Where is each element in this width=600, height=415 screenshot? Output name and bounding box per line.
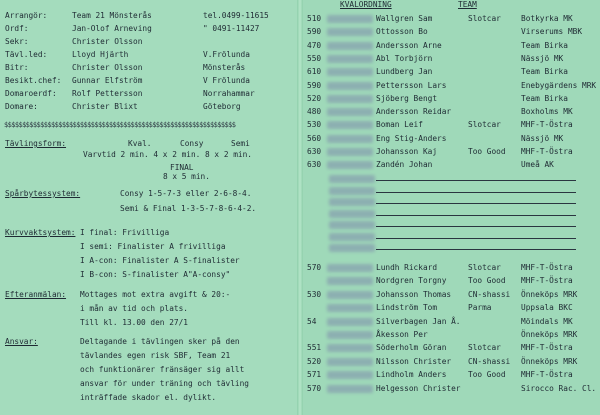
sparbyte-line-1: Consy 1-5-7-3 eller 2-6-8-4. <box>120 189 252 198</box>
entry-num: 590 <box>307 80 322 90</box>
entry-num: 570 <box>307 383 322 393</box>
redacted-mark <box>329 233 375 241</box>
blank-line <box>376 203 576 204</box>
entry-team: Virserums MBK <box>521 27 583 37</box>
official-role: Sekr: <box>5 37 29 46</box>
kurv-line-3: I A-con: Finalister A S-finalister <box>80 256 240 265</box>
tavlingsform-label: Tävlingsform: <box>5 139 67 148</box>
official-name: Gunnar Elfström <box>72 76 143 85</box>
efter-line-1: Mottages mot extra avgift & 20:- <box>80 290 231 299</box>
entry-num: 530 <box>307 289 322 299</box>
official-extra: tel.0499-11615 <box>203 11 269 20</box>
efter-line-2: i mån av tid och plats. <box>80 304 188 313</box>
redacted-mark <box>327 55 373 63</box>
redacted-mark <box>327 385 373 393</box>
official-role: Domaroerdf: <box>5 89 57 98</box>
redacted-mark <box>327 28 373 36</box>
entry-name: Johansson Kaj <box>376 147 438 156</box>
kurv-line-4: I B-con: S-finalister A"A-consy" <box>80 270 231 279</box>
official-name: Rolf Pettersson <box>72 89 143 98</box>
entry-num: 54 <box>307 316 317 326</box>
ansvar-line-1: Deltagande i tävlingen sker på den <box>80 337 240 346</box>
redacted-mark <box>327 161 373 169</box>
entry-name: Andersson Arne <box>376 40 442 50</box>
blank-line <box>376 215 576 216</box>
redacted-mark <box>327 42 373 50</box>
consy-head: Consy <box>180 139 204 148</box>
redacted-mark <box>327 95 373 103</box>
ansvar-line-5: inträffade skador el. dylikt. <box>80 393 217 402</box>
kurv-label: Kurvvaktsystem: <box>5 228 76 237</box>
redacted-mark <box>327 15 373 23</box>
official-role: Domare: <box>5 102 38 111</box>
redacted-mark <box>329 175 375 183</box>
entry-team: Umeå AK <box>521 160 554 170</box>
entry-num: 480 <box>307 107 322 117</box>
entry-team: Team Birka <box>521 40 568 50</box>
sparbyte-line-2: Semi & Final 1-3-5-7-8-6-4-2. <box>120 204 257 213</box>
ansvar-line-3: och funktionärer fränsäger sig allt <box>80 365 245 374</box>
entry-num: 520 <box>307 93 322 103</box>
entry-name: Helgesson Christer <box>376 383 461 393</box>
entry-name: Nilsson Christer <box>376 356 452 366</box>
entry-car: Slotcar <box>468 120 501 130</box>
entry-team: Möindals MK <box>521 316 573 326</box>
dollar-divider: $$$$$$$$$$$$$$$$$$$$$$$$$$$$$$$$$$$$$$$$$$$$$$$$$$$$$$$$$$$$$$$$ <box>4 121 236 129</box>
entry-name: Andersson Reidar <box>376 107 452 117</box>
entry-name: Nordgren Torgny <box>376 276 447 286</box>
blank-line <box>376 180 576 181</box>
entry-car: Parma <box>468 303 492 313</box>
entry-car: Slotcar <box>468 343 501 353</box>
blank-line <box>376 249 576 250</box>
official-role: Besikt.chef: <box>5 76 62 85</box>
entry-num: 551 <box>307 343 322 353</box>
redacted-mark <box>329 244 375 252</box>
official-extra: Mönsterås <box>203 63 246 72</box>
official-name: Christer Blixt <box>72 102 138 111</box>
final-head: FINAL <box>170 163 194 172</box>
entry-team: Team Birka <box>521 93 568 103</box>
redacted-mark <box>329 187 375 195</box>
ansvar-label: Ansvar: <box>5 337 38 346</box>
entry-num: 630 <box>307 160 322 170</box>
redacted-mark <box>327 371 373 379</box>
entry-num: 470 <box>307 40 322 50</box>
entry-team: MHF-T-Östra <box>521 263 573 272</box>
entry-team: Önneköps MRK <box>521 330 578 339</box>
varvtid-line: Varvtid 2 min. 4 x 2 min. 8 x 2 min. <box>83 150 252 159</box>
entry-name: Zandén Johan <box>376 160 433 170</box>
entry-num: 590 <box>307 27 322 37</box>
redacted-mark <box>327 291 373 299</box>
redacted-mark <box>329 221 375 229</box>
entry-car: Too Good <box>468 147 506 156</box>
redacted-mark <box>327 277 373 285</box>
official-role: Ordf: <box>5 24 29 33</box>
redacted-mark <box>327 121 373 129</box>
blank-line <box>376 238 576 239</box>
entry-car: Too Good <box>468 370 506 380</box>
entry-name: Lundh Rickard <box>376 263 438 272</box>
entry-num: 530 <box>307 120 322 130</box>
final-line: 8 x 5 min. <box>163 172 210 181</box>
redacted-mark <box>327 304 373 312</box>
entry-team: MHF-T-Östra <box>521 370 573 380</box>
official-name: Lloyd Hjärth <box>72 50 129 59</box>
entry-team: Team Birka <box>521 67 568 77</box>
semi-head: Semi <box>231 139 250 148</box>
official-extra: V Frölunda <box>203 76 250 85</box>
entry-num: 630 <box>307 147 322 156</box>
redacted-mark <box>327 318 373 326</box>
kurv-line-1: I final: Frivilliga <box>80 228 170 237</box>
entry-name: Abl Torbjörn <box>376 53 433 63</box>
entry-name: Lundberg Jan <box>376 67 433 77</box>
entry-team: Sirocco Rac. Cl. <box>521 383 597 393</box>
entry-name: Silverbagen Jan Å. <box>376 316 461 326</box>
efter-line-3: Till kl. 13.00 den 27/1 <box>80 318 188 327</box>
entry-car: Slotcar <box>468 263 501 272</box>
redacted-mark <box>327 82 373 90</box>
kurv-line-2: I semi: Finalister A frivilliga <box>80 242 226 251</box>
entry-team: MHF-T-Östra <box>521 276 573 286</box>
redacted-mark <box>329 198 375 206</box>
entry-team: Nässjö MK <box>521 133 564 143</box>
entry-name: Boman Leif <box>376 120 423 130</box>
entry-num: 571 <box>307 370 322 380</box>
official-name: Jan-Olof Arneving <box>72 24 152 33</box>
entry-car: Slotcar <box>468 14 501 23</box>
entry-name: Sjöberg Bengt <box>376 93 438 103</box>
blank-line <box>376 192 576 193</box>
entry-team: Enebygärdens MRK <box>521 80 597 90</box>
redacted-mark <box>327 358 373 366</box>
entry-car: CN-shassi <box>468 289 511 299</box>
entry-name: Åkesson Per <box>376 330 428 339</box>
official-extra: Göteborg <box>203 102 241 111</box>
official-role: Arrangör: <box>5 11 48 20</box>
entry-name: Ottosson Bo <box>376 27 428 37</box>
entry-team: Uppsala BKC <box>521 303 573 313</box>
efter-label: Efteranmälan: <box>5 290 67 299</box>
entry-team: Nässjö MK <box>521 53 564 63</box>
entry-team: MHF-T-Östra <box>521 147 573 156</box>
official-extra: V.Frölunda <box>203 50 250 59</box>
redacted-mark <box>327 264 373 272</box>
right-page <box>303 0 600 415</box>
entry-team: MHF-T-Östra <box>521 343 573 353</box>
redacted-mark <box>327 135 373 143</box>
entry-name: Lindström Tom <box>376 303 438 313</box>
ansvar-line-4: ansvar för under träning och tävling <box>80 379 249 388</box>
entry-name: Johansson Thomas <box>376 289 452 299</box>
entry-name: Wallgren Sam <box>376 14 433 23</box>
redacted-mark <box>327 344 373 352</box>
entry-name: Pettersson Lars <box>376 80 447 90</box>
entry-team: Botkyrka MK <box>521 14 573 23</box>
official-name: Christer Olsson <box>72 37 143 46</box>
sparbyte-label: Spårbytessystem: <box>5 189 81 198</box>
entry-num: 520 <box>307 356 322 366</box>
entry-num: 610 <box>307 67 322 77</box>
left-page <box>0 0 297 415</box>
redacted-mark <box>327 148 373 156</box>
ansvar-line-2: tävlandes egen risk SBF, Team 21 <box>80 351 231 360</box>
redacted-mark <box>327 108 373 116</box>
entry-team: Boxholms MK <box>521 107 573 117</box>
official-extra: " 0491-11427 <box>203 24 260 33</box>
official-name: Team 21 Mönsterås <box>72 11 152 20</box>
entry-team: MHF-T-Östra <box>521 120 573 130</box>
entry-car: Too Good <box>468 276 506 286</box>
official-extra: Norrahammar <box>203 89 255 98</box>
entry-name: Eng Stig-Anders <box>376 133 447 143</box>
entry-team: Önneköps MRK <box>521 356 578 366</box>
kval-head: Kval. <box>128 139 152 148</box>
entry-name: Lindholm Anders <box>376 370 447 380</box>
official-name: Christer Olsson <box>72 63 143 72</box>
entry-team: Önneköps MRK <box>521 289 578 299</box>
entry-car: CN-shassi <box>468 356 511 366</box>
entry-name: Söderholm Göran <box>376 343 447 353</box>
blank-line <box>376 226 576 227</box>
redacted-mark <box>327 331 373 339</box>
redacted-mark <box>329 210 375 218</box>
official-role: Bitr: <box>5 63 29 72</box>
redacted-mark <box>327 68 373 76</box>
team-header: TEAM <box>458 0 477 9</box>
entry-num: 550 <box>307 53 322 63</box>
entry-num: 570 <box>307 263 322 272</box>
kvalordning-header: KVALORDNING <box>340 0 392 9</box>
official-role: Tävl.led: <box>5 50 48 59</box>
entry-num: 510 <box>307 14 322 23</box>
entry-num: 560 <box>307 133 322 143</box>
